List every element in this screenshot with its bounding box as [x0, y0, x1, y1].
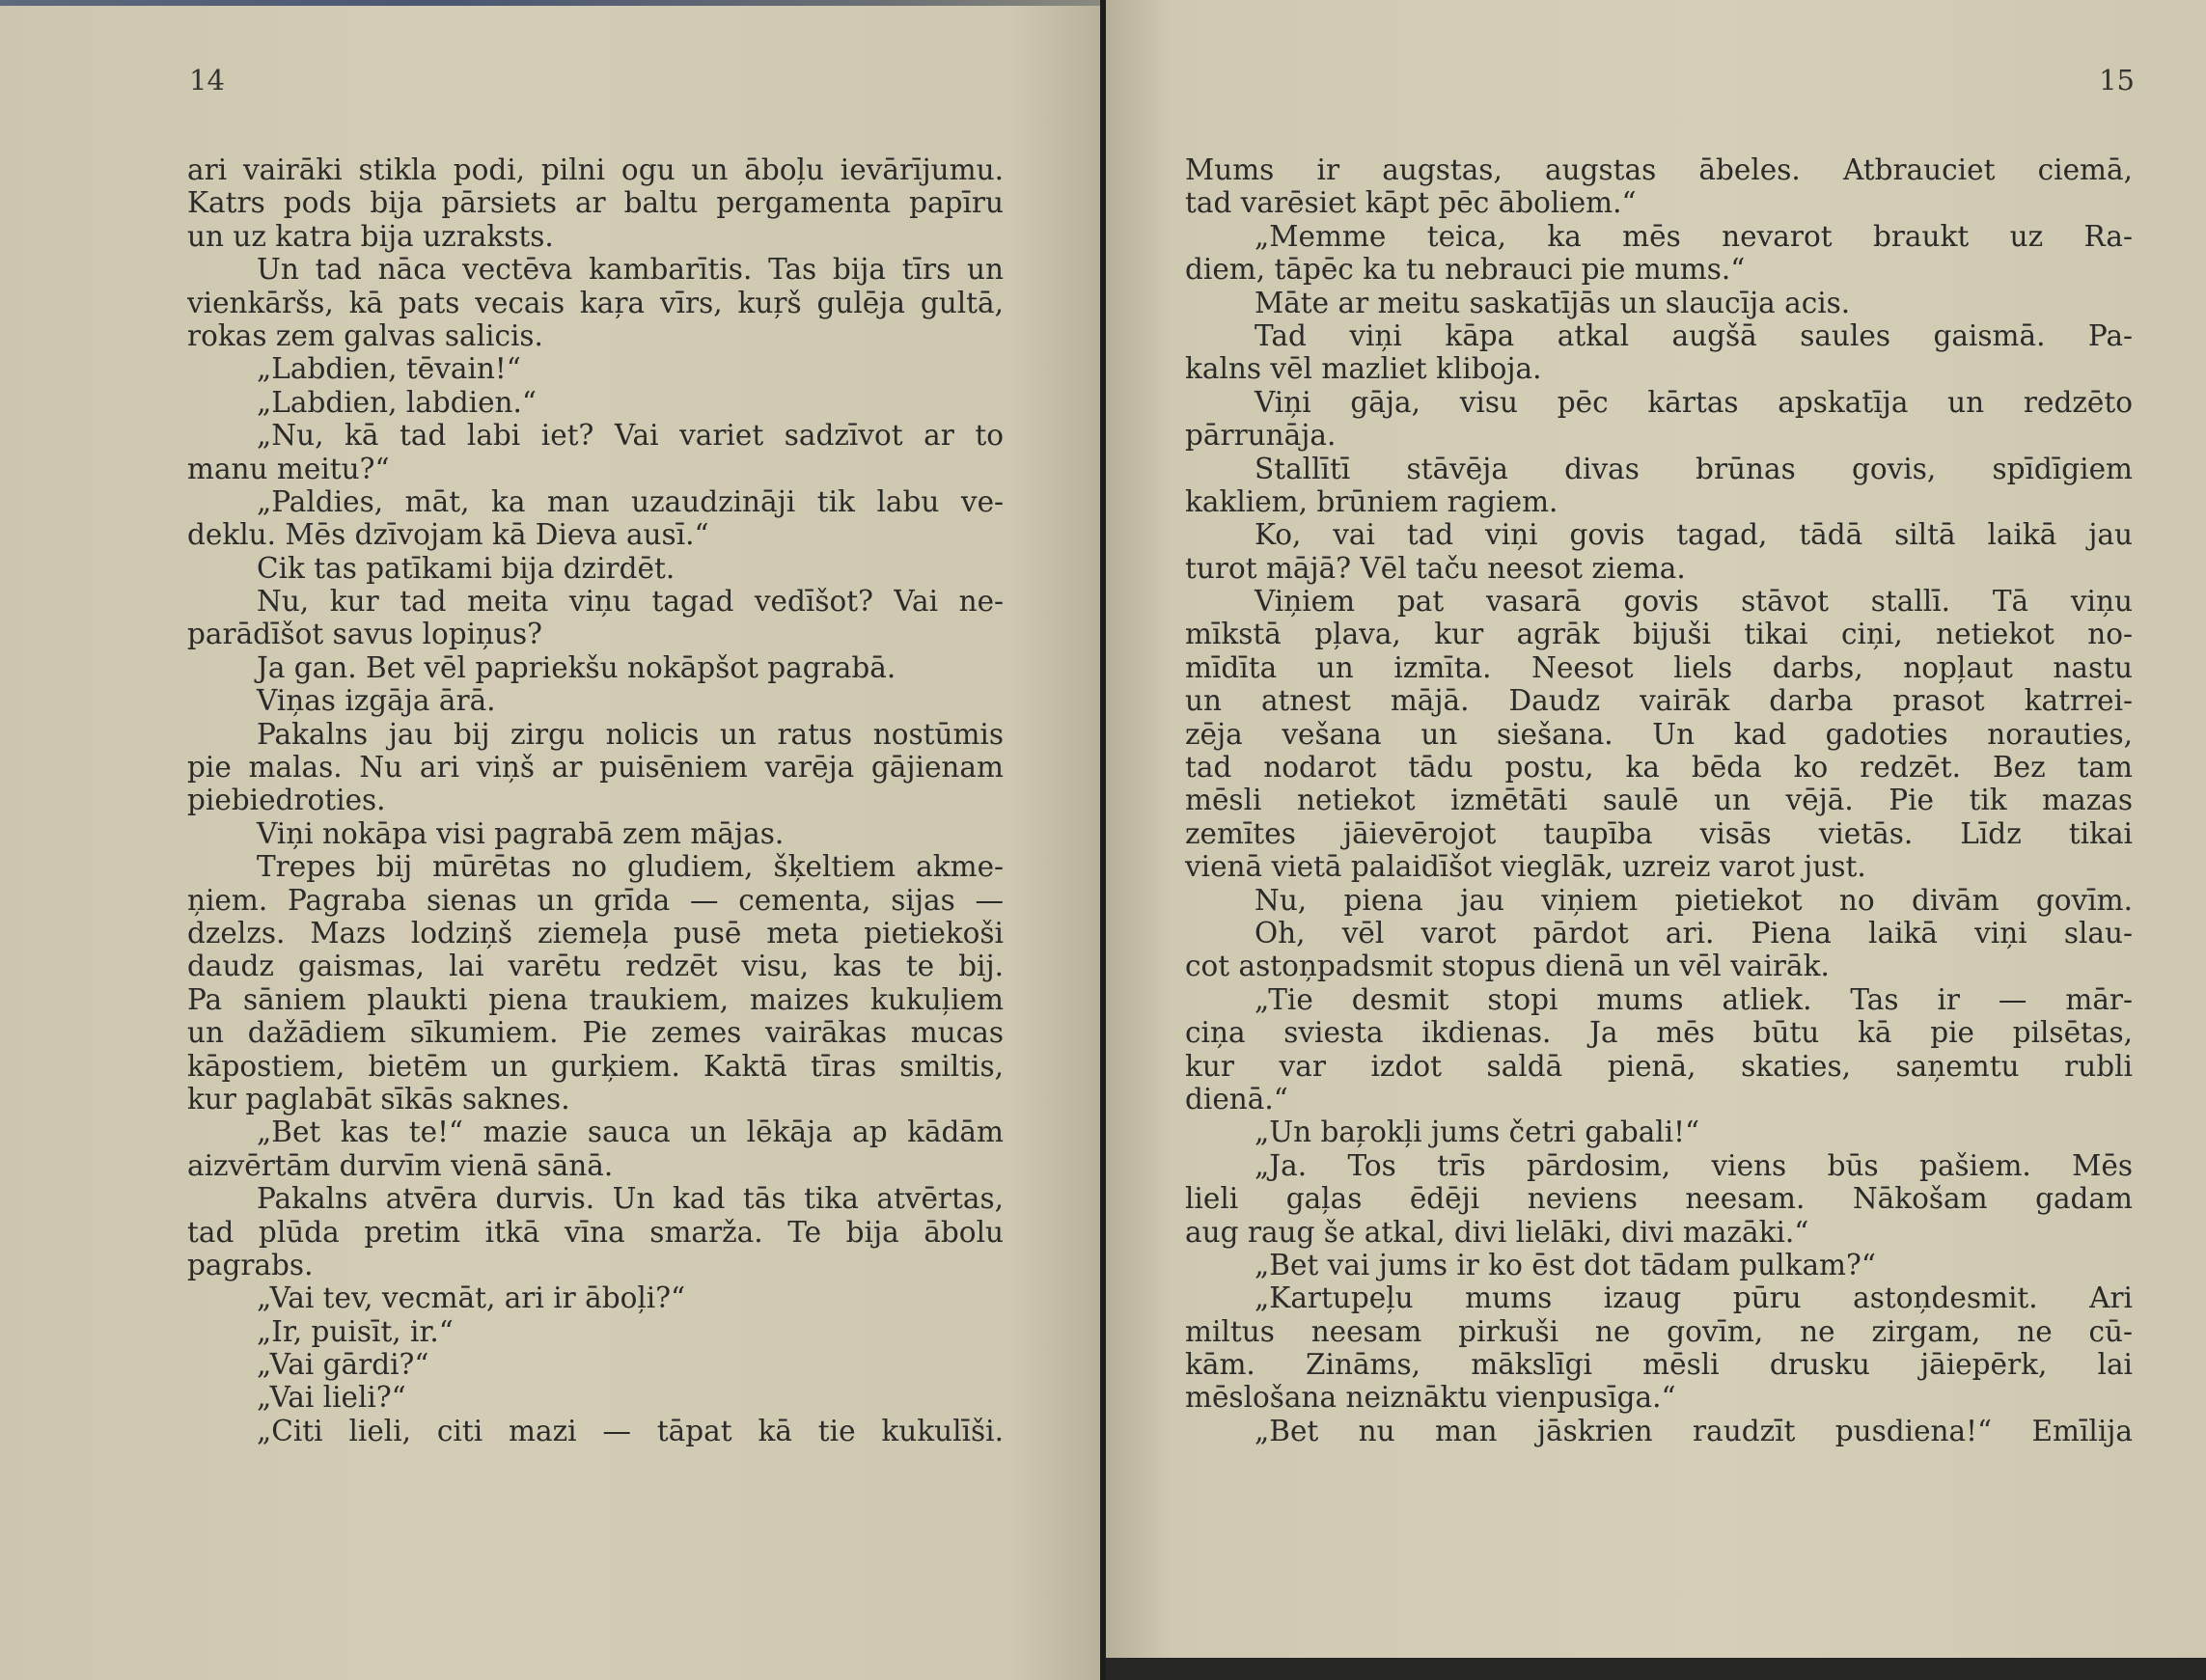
- text-line: Ko, vai tad viņi govis tagad, tādā siltā laikā jau: [1255, 518, 2133, 552]
- page-number: 15: [2099, 64, 2135, 96]
- text-line: Pakalns atvēra durvis. Un kad tās tika atvērtas,: [257, 1182, 1004, 1216]
- text-line: „Vai lieli?“: [257, 1381, 406, 1415]
- text-line: „Kartupeļu mums izaug pūru astoņdesmit. Ari: [1255, 1281, 2133, 1315]
- text-line: pārrunāja.: [1185, 419, 1337, 453]
- text-line: kāpostiem, bietēm un gurķiem. Kaktā tīras smiltis,: [187, 1049, 1004, 1083]
- text-line: un atnest mājā. Daudz vairāk darba prasot katrrei-: [1185, 684, 2133, 718]
- text-line: pie malas. Nu ari viņš ar puisēniem varēja gājienam: [187, 751, 1004, 785]
- text-line: kām. Zināms, mākslīgi mēsli drusku jāiepērk, lai: [1185, 1348, 2133, 1382]
- text-line: mēslošana neiznāktu vienpusīga.“: [1185, 1381, 1676, 1415]
- text-line: mīkstā pļava, kur agrāk bijuši tikai ciņi, netiekot no-: [1185, 618, 2133, 651]
- text-line: Cik tas patīkami bija dzirdēt.: [257, 551, 676, 585]
- text-line: Un tad nāca vectēva kambarītis. Tas bija tīrs un: [257, 253, 1004, 287]
- text-line: „Labdien, tēvain!“: [257, 352, 521, 386]
- text-line: Nu, kur tad meita viņu tagad vedīšot? Vai ne-: [257, 585, 1004, 619]
- text-line: kalns vēl mazliet kliboja.: [1185, 352, 1542, 386]
- text-line: zēja vešana un siešana. Un kad gadoties norauties,: [1185, 717, 2133, 751]
- text-line: rokas zem galvas salicis.: [187, 318, 543, 352]
- text-line: un dažādiem sīkumiem. Pie zemes vairākas mucas: [187, 1016, 1004, 1050]
- text-line: Māte ar meitu saskatījās un slaucīja acis.: [1255, 286, 1851, 319]
- text-line: miltus neesam pirkuši ne govīm, ne zirgam, ne cū-: [1185, 1314, 2133, 1348]
- text-line: Trepes bij mūrētas no gludiem, šķeltiem akme-: [257, 850, 1004, 884]
- page-text-block: [1185, 153, 2133, 1447]
- text-line: turot mājā? Vēl taču neesot ziema.: [1185, 551, 1686, 585]
- text-line: tad varēsiet kāpt pēc āboliem.“: [1185, 186, 1637, 220]
- text-line: pagrabs.: [187, 1248, 314, 1281]
- text-line: „Citi lieli, citi mazi — tāpat kā tie kukulīši.: [257, 1414, 1004, 1447]
- text-line: vienā vietā palaidīšot vieglāk, uzreiz varot just.: [1185, 850, 1866, 884]
- text-line: Oh, vēl varot pārdot ari. Piena laikā viņi slau-: [1255, 916, 2133, 950]
- text-line: ņiem. Pagraba sienas un grīda — cementa, sijas —: [187, 883, 1004, 917]
- text-line: Pa sāniem plaukti piena traukiem, maizes kukuļiem: [187, 982, 1004, 1016]
- text-line: Ja gan. Bet vēl papriekšu nokāpšot pagrabā.: [257, 650, 896, 684]
- text-line: „Bet nu man jāskrien raudzīt pusdiena!“ Emīlija: [1255, 1414, 2133, 1447]
- page-number: 14: [189, 64, 225, 96]
- text-line: aug raug še atkal, divi lielāki, divi mazāki.“: [1185, 1215, 1809, 1249]
- right-page: [1106, 0, 2206, 1658]
- text-line: piebiedroties.: [187, 784, 386, 817]
- text-line: diem, tāpēc ka tu nebrauci pie mums.“: [1185, 253, 1746, 287]
- text-line: Viņi gāja, visu pēc kārtas apskatīja un redzēto: [1255, 385, 2133, 419]
- text-line: Nu, piena jau viņiem pietiekot no divām govīm.: [1255, 883, 2133, 917]
- text-line: dzelzs. Mazs lodziņš ziemeļa pusē meta pietiekoši: [187, 916, 1004, 950]
- text-line: aizvērtām durvīm vienā sānā.: [187, 1148, 614, 1182]
- text-line: manu meitu?“: [187, 452, 390, 485]
- text-line: tad plūda pretim itkā vīna smarža. Te bija ābolu: [187, 1215, 1004, 1249]
- text-line: ciņa sviesta ikdienas. Ja mēs būtu kā pie pilsētas,: [1185, 1016, 2133, 1050]
- text-line: lieli gaļas ēdēji neviens neesam. Nākošam gadam: [1185, 1182, 2133, 1216]
- text-line: Viņas izgāja ārā.: [257, 684, 496, 718]
- text-line: kur paglabāt sīkās saknes.: [187, 1082, 570, 1115]
- text-line: „Paldies, māt, ka man uzaudzināji tik labu ve-: [257, 484, 1004, 518]
- text-line: un uz katra bija uzraksts.: [187, 219, 554, 253]
- text-line: deklu. Mēs dzīvojam kā Dieva ausī.“: [187, 518, 709, 552]
- text-line: „Tie desmit stopi mums atliek. Tas ir — mār-: [1255, 982, 2133, 1016]
- text-line: Pakalns jau bij zirgu nolicis un ratus nostūmis: [257, 717, 1004, 751]
- text-line: vienkāršs, kā pats vecais kaŗa vīrs, kuŗš gulēja gultā,: [187, 286, 1004, 319]
- text-line: tad nodarot tādu postu, ka bēda ko redzēt. Bez tam: [1185, 751, 2133, 785]
- text-line: kakliem, brūniem ragiem.: [1185, 484, 1558, 518]
- text-line: cot astoņpadsmit stopus dienā un vēl vairāk.: [1185, 950, 1830, 983]
- text-line: zemītes jāievērojot taupība visās vietās. Līdz tikai: [1185, 816, 2133, 850]
- text-line: Mums ir augstas, augstas ābeles. Atbrauciet ciemā,: [1185, 153, 2133, 186]
- text-line: „Nu, kā tad labi iet? Vai variet sadzīvot ar to: [257, 419, 1004, 453]
- text-line: Katrs pods bija pārsiets ar baltu pergamenta papīru: [187, 186, 1004, 220]
- text-line: „Bet kas te!“ mazie sauca un lēkāja ap kādām: [257, 1115, 1004, 1149]
- text-line: mīdīta un izmīta. Neesot liels darbs, nopļaut nastu: [1185, 650, 2133, 684]
- text-line: „Ir, puisīt, ir.“: [257, 1314, 454, 1348]
- text-line: „Bet vai jums ir ko ēst dot tādam pulkam?“: [1255, 1248, 1876, 1281]
- text-line: Viņi nokāpa visi pagrabā zem mājas.: [257, 816, 785, 850]
- text-line: „Vai tev, vecmāt, ari ir āboļi?“: [257, 1281, 686, 1315]
- text-line: „Vai gārdi?“: [257, 1348, 429, 1382]
- text-line: „Memme teica, ka mēs nevarot braukt uz Ra-: [1255, 219, 2133, 253]
- page-text-block: [187, 153, 1004, 1447]
- text-line: dienā.“: [1185, 1082, 1288, 1115]
- left-page: [0, 0, 1100, 1680]
- text-line: kur var izdot saldā pienā, skaties, saņemtu rubli: [1185, 1049, 2133, 1083]
- page-top-edge: [0, 0, 1100, 6]
- text-line: daudz gaismas, lai varētu redzēt visu, kas te bij.: [187, 950, 1004, 983]
- page-bottom-shadow: [1106, 1658, 2206, 1680]
- text-line: Tad viņi kāpa atkal augšā saules gaismā. Pa-: [1255, 318, 2133, 352]
- text-line: „Labdien, labdien.“: [257, 385, 538, 419]
- text-line: „Un baŗokļi jums četri gabali!“: [1255, 1115, 1700, 1149]
- text-line: „Ja. Tos trīs pārdosim, viens būs pašiem. Mēs: [1255, 1148, 2133, 1182]
- text-line: Stallītī stāvēja divas brūnas govis, spīdīgiem: [1255, 452, 2133, 485]
- text-line: mēsli netiekot izmētāti saulē un vējā. Pie tik mazas: [1185, 784, 2133, 817]
- text-line: ari vairāki stikla podi, pilni ogu un āboļu ievārījumu.: [187, 153, 1004, 186]
- text-line: parādīšot savus lopiņus?: [187, 618, 542, 651]
- text-line: Viņiem pat vasarā govis stāvot stallī. Tā viņu: [1255, 585, 2133, 619]
